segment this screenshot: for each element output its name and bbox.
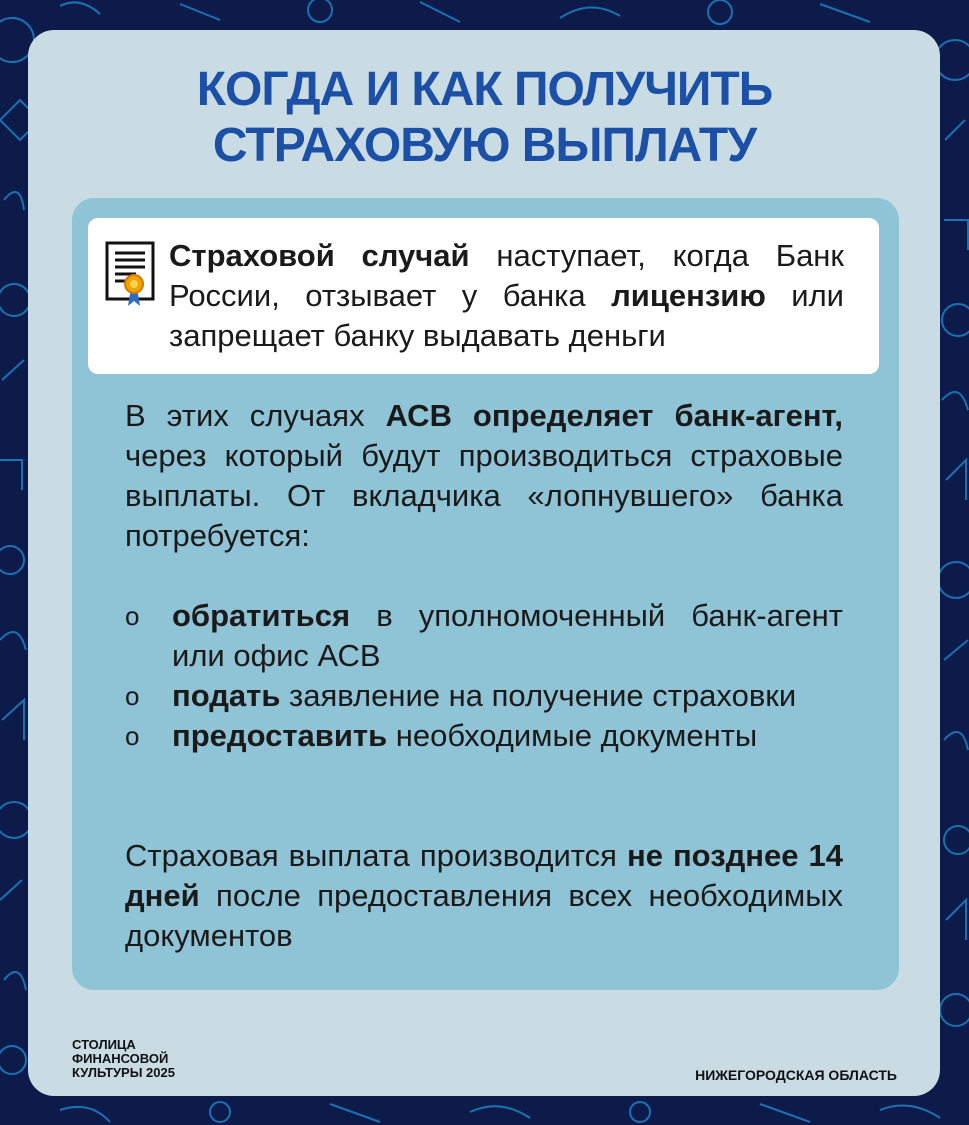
certificate-icon <box>104 240 158 308</box>
list-item <box>125 676 843 716</box>
footer-region: НИЖЕГОРОДСКАЯ ОБЛАСТЬ <box>695 1067 897 1083</box>
payment-deadline-bold: не позднее 14 дней <box>125 838 843 913</box>
list-item-text: заявление на получение страховки <box>280 678 797 713</box>
list-item-bold: подать <box>172 678 281 713</box>
bullet-marker: o <box>125 601 140 631</box>
list-item-text: в уполномоченный банк-агент или офис АСВ <box>172 598 843 673</box>
payment-deadline-paragraph <box>125 836 843 956</box>
insurance-case-term: Страховой случай <box>169 238 470 273</box>
list-item <box>125 716 843 756</box>
payment-text-1: Страховая выплата производится <box>125 838 627 873</box>
title-line-2: СТРАХОВУЮ ВЫПЛАТУ <box>212 119 757 172</box>
insurance-case-text <box>169 236 844 356</box>
insurance-case-desc-1: наступает, когда Банк России, отзывает у банка <box>169 238 844 313</box>
agent-bank-text-2: через который будут производиться страховые выплаты. От вкладчика «лопнувшего» банка потребуется: <box>125 438 843 553</box>
list-item-bold: обратиться <box>172 598 351 633</box>
bullet-marker: o <box>125 721 140 751</box>
page-title <box>0 62 969 174</box>
footer-logo-text <box>72 1038 272 1080</box>
license-term: лицензию <box>611 278 766 313</box>
bullet-marker: o <box>125 681 140 711</box>
list-item-bold: предоставить <box>172 718 388 753</box>
payment-text-2: после предоставления всех необходимых документов <box>125 878 843 953</box>
list-item <box>125 596 843 676</box>
requirements-list <box>125 596 843 756</box>
agent-bank-paragraph <box>125 396 843 556</box>
footer-left-line-3: КУЛЬТУРЫ 2025 <box>72 1065 175 1080</box>
insurance-case-desc-2: или запрещает банку выдавать деньги <box>169 278 844 353</box>
footer-left-line-1: СТОЛИЦА <box>72 1037 136 1052</box>
title-line-1: КОГДА И КАК ПОЛУЧИТЬ <box>196 63 773 116</box>
footer-left-line-2: ФИНАНСОВОЙ <box>72 1051 169 1066</box>
agent-bank-bold: АСВ определяет банк-агент, <box>385 398 844 433</box>
agent-bank-text-1: В этих случаях <box>125 398 386 433</box>
list-item-text: необходимые документы <box>387 718 758 753</box>
